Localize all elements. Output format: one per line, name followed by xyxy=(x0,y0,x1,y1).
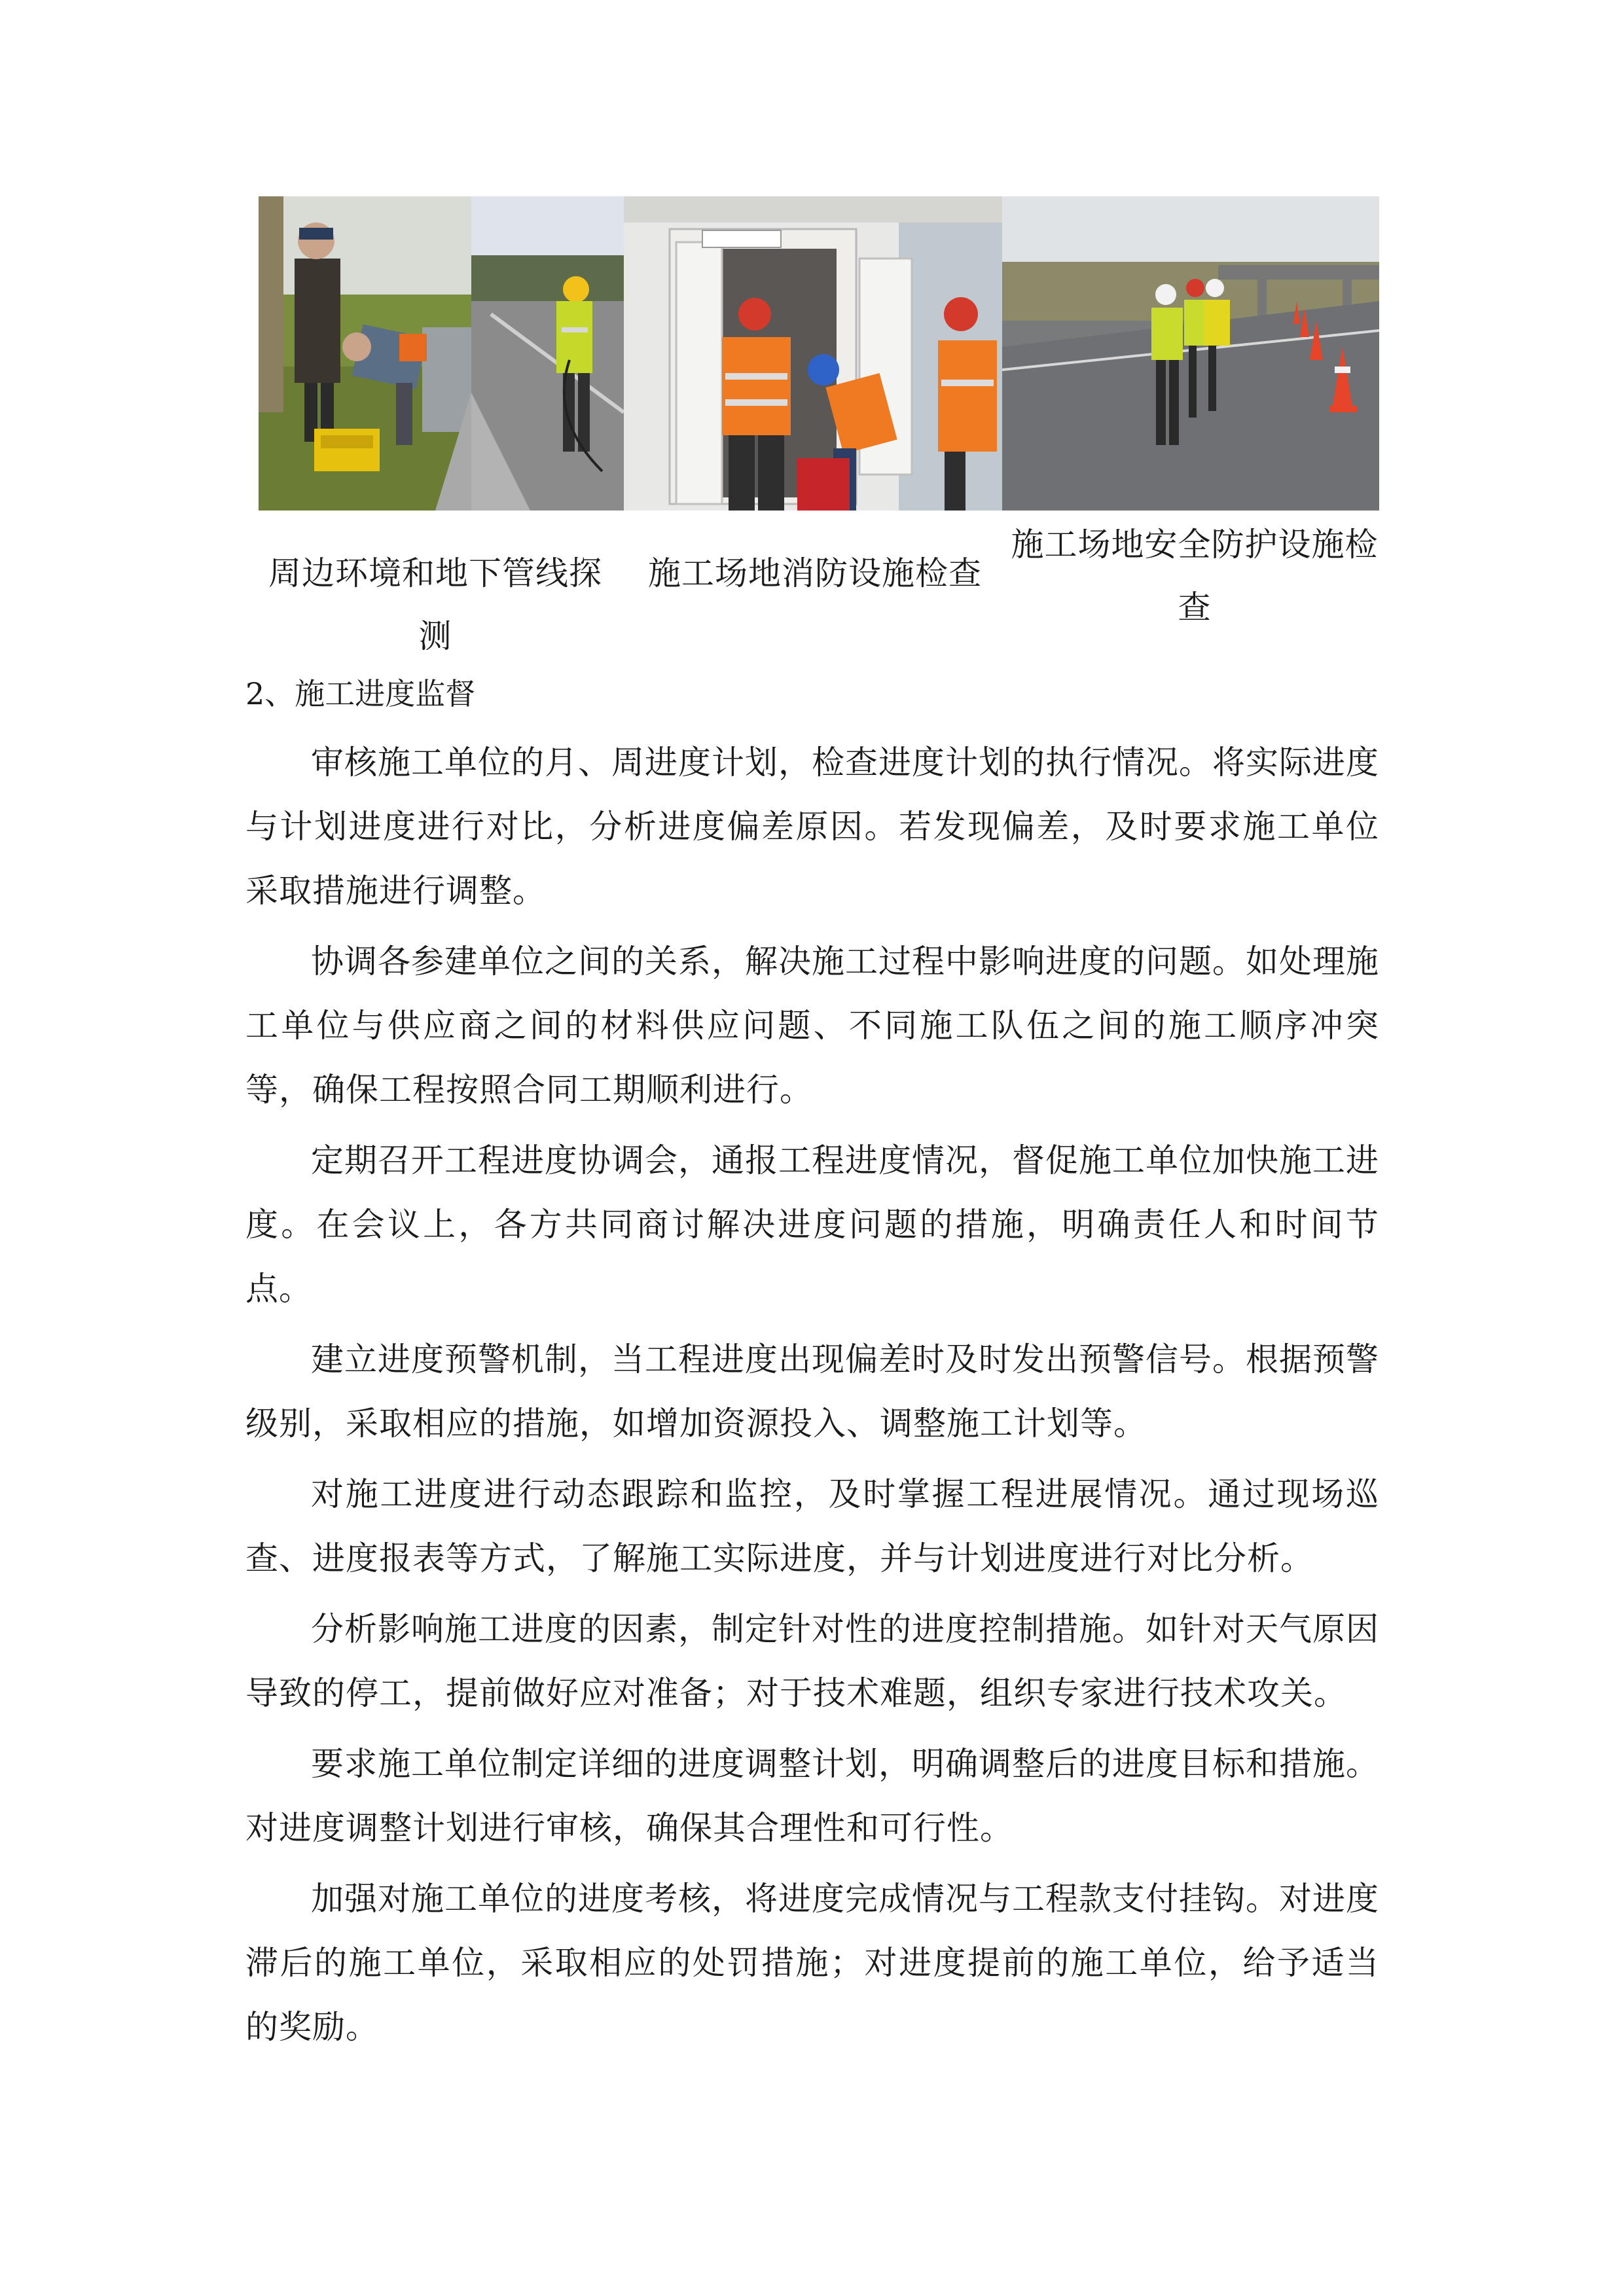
photo-road-worker xyxy=(471,196,624,511)
photo-caption-3: 施工场地安全防护设施检查 xyxy=(1011,526,1379,626)
paragraph-5: 对施工进度进行动态跟踪和监控，及时掌握工程进展情况。通过现场巡查、进度报表等方式，了解施工实际进度，并与计划进度进行对比分析。 xyxy=(245,1475,1379,1577)
paragraph-2: 协调各参建单位之间的关系，解决施工过程中影响进度的问题。如处理施工单位与供应商之间的材料供应问题、不同施工队伍之间的施工顺序冲突等，确保工程按照合同工期顺利进行。 xyxy=(245,942,1379,1109)
photo-safety-protection-check xyxy=(1002,196,1379,511)
paragraph-1: 审核施工单位的月、周进度计划，检查进度计划的执行情况。将实际进度与计划进度进行对比，分析进度偏差原因。若发现偏差，及时要求施工单位采取措施进行调整。 xyxy=(245,744,1379,910)
photo-caption-2: 施工场地消防设施检查 xyxy=(648,554,982,592)
section-body xyxy=(245,730,1379,2066)
photo-fire-facility-check xyxy=(624,196,1002,511)
paragraph-8: 加强对施工单位的进度考核，将进度完成情况与工程款支付挂钩。对进度滞后的施工单位，采取相应的处罚措施；对进度提前的施工单位，给予适当的奖励。 xyxy=(245,1880,1379,2046)
photo-pipeline-detection xyxy=(259,196,471,511)
photo-caption-1: 周边环境和地下管线探测 xyxy=(268,554,602,655)
section-heading: 2、施工进度监督 xyxy=(245,676,476,711)
paragraph-3: 定期召开工程进度协调会，通报工程进度情况，督促施工单位加快施工进度。在会议上，各方共同商讨解决进度问题的措施，明确责任人和时间节点。 xyxy=(245,1141,1379,1308)
paragraph-7: 要求施工单位制定详细的进度调整计划，明确调整后的进度目标和措施。对进度调整计划进行审核，确保其合理性和可行性。 xyxy=(245,1745,1379,1847)
paragraph-4: 建立进度预警机制，当工程进度出现偏差时及时发出预警信号。根据预警级别，采取相应的措施，如增加资源投入、调整施工计划等。 xyxy=(245,1340,1379,1443)
photo-strip xyxy=(259,196,1379,511)
paragraph-6: 分析影响施工进度的因素，制定针对性的进度控制措施。如针对天气原因导致的停工，提前做好应对准备；对于技术难题，组织专家进行技术攻关。 xyxy=(245,1610,1379,1712)
